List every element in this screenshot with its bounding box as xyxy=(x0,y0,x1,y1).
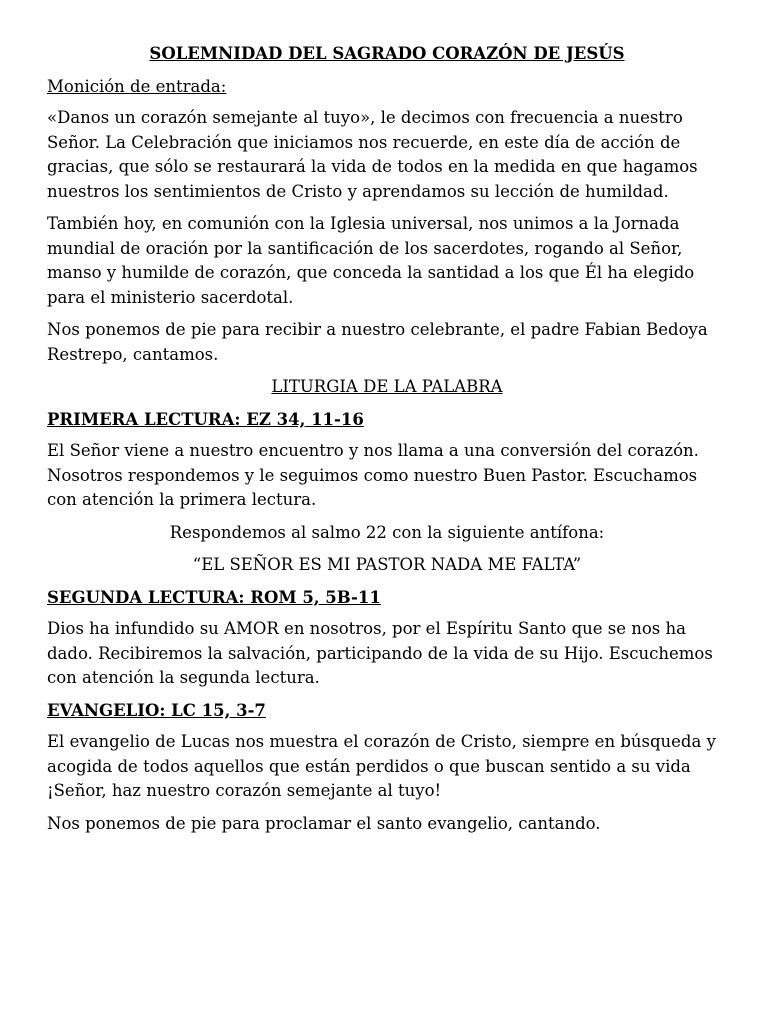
liturgia-heading: LITURGIA DE LA PALABRA xyxy=(271,377,503,396)
salmo-intro: Respondemos al salmo 22 con la siguiente antífona: xyxy=(169,522,605,542)
evangelio-heading: EVANGELIO: LC 15, 3-7 xyxy=(47,700,266,720)
primera-lectura-heading: PRIMERA LECTURA: EZ 34, 11-16 xyxy=(47,409,364,429)
segunda-lectura-heading: SEGUNDA LECTURA: ROM 5, 5B-11 xyxy=(47,587,381,607)
evangelio-text: El evangelio de Lucas nos muestra el corazón de Cristo, siempre en búsqueda y acogida de todos aquellos que están perdidos o que buscan sentido a su vida ¡Señor, haz nuestro corazón semejante al tuyo! xyxy=(47,732,716,800)
evangelio-closing: Nos ponemos de pie para proclamar el santo evangelio, cantando. xyxy=(47,813,601,833)
segunda-lectura-text: Dios ha infundido su AMOR en nosotros, por el Espíritu Santo que se nos ha dado. Recibiremos la salvación, participando de la vida de su Hijo. Escuchemos con atención la segunda lectura. xyxy=(47,619,713,687)
monicion-paragraph-1: «Danos un corazón semejante al tuyo», le decimos con frecuencia a nuestro Señor. La Celebración que iniciamos nos recuerde, en este día de acción de gracias, que sólo se restaurará la vida de todos en la medida en que hagamos nuestros los sentimientos de Cristo y aprendamos su lección de humildad. xyxy=(47,108,698,201)
monicion-heading: Monición de entrada: xyxy=(47,76,227,96)
primera-lectura-text: El Señor viene a nuestro encuentro y nos llama a una conversión del corazón. Nosotros respondemos y le seguimos como nuestro Buen Pastor. Escuchamos con atención la primera lectura. xyxy=(47,441,699,509)
monicion-paragraph-3: Nos ponemos de pie para recibir a nuestro celebrante, el padre Fabian Bedoya Restrepo, cantamos. xyxy=(47,320,708,364)
document-title: SOLEMNIDAD DEL SAGRADO CORAZÓN DE JESÚS xyxy=(149,44,625,63)
salmo-antifona: “EL SEÑOR ES MI PASTOR NADA ME FALTA” xyxy=(192,555,582,574)
monicion-paragraph-2: También hoy, en comunión con la Iglesia universal, nos unimos a la Jornada mundial de oración por la santificación de los sacerdotes, rogando al Señor, manso y humilde de corazón, que conceda la santidad a los que Él ha elegido para el ministerio sacerdotal. xyxy=(47,214,695,307)
document-page xyxy=(47,42,727,844)
